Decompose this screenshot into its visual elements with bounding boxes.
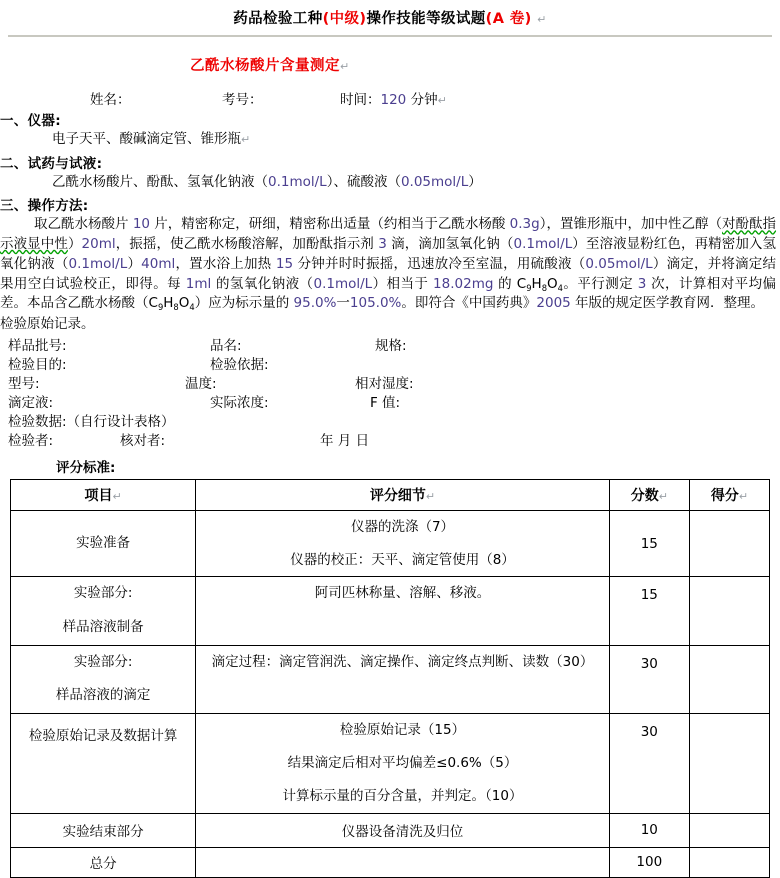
section-1-body xyxy=(0,130,780,150)
token-1ml: 1ml xyxy=(185,275,212,292)
field-row xyxy=(0,336,780,355)
cell-item xyxy=(11,713,196,813)
table-row xyxy=(11,645,770,713)
detail-line: 仪器的校正：天平、滴定管使用（8） xyxy=(290,551,515,568)
paragraph-mark-icon: ↵ xyxy=(658,489,668,503)
detail-line: 检验原始记录（15） xyxy=(339,721,466,738)
table-header-row xyxy=(11,479,770,510)
paragraph-mark-icon: ↵ xyxy=(437,94,447,108)
field-batch-no: 样品批号: xyxy=(8,337,67,354)
field-titrant: 滴定液: xyxy=(8,394,54,411)
detail-line: 仪器的洗涤（7） xyxy=(350,518,455,535)
token-equivalent-mass: 18.02mg xyxy=(433,275,494,292)
time-unit: 分钟 xyxy=(410,92,438,109)
title-part1: 药品检验工种 xyxy=(233,11,323,27)
cell-item xyxy=(11,645,196,713)
cell-item xyxy=(11,510,196,577)
title-paper-badge: (A 卷) xyxy=(485,11,532,27)
score-value: 30 xyxy=(640,723,658,740)
item-line: 实验部分: xyxy=(73,653,133,670)
paragraph-mark-icon: ↵ xyxy=(241,133,251,147)
paragraph-mark-icon: ↵ xyxy=(425,489,436,503)
reagent-concentration-2: 0.05mol/L xyxy=(400,173,469,190)
th-got-label: 得分 xyxy=(710,487,739,504)
cell-total-score: 100 xyxy=(609,847,689,877)
field-model: 型号: xyxy=(8,375,40,392)
reagents-part-b: ）、硫酸液（ xyxy=(326,173,401,190)
cell-item xyxy=(11,813,196,847)
scoring-table xyxy=(10,479,770,878)
detail-line: 阿司匹林称量、溶解、移液。 xyxy=(314,585,491,602)
cell-score: 15 xyxy=(609,510,689,577)
token-year: 2005 xyxy=(536,295,571,312)
th-item xyxy=(11,479,196,510)
field-f-value: F 值: xyxy=(370,394,401,411)
token-tablet-count: 10 xyxy=(132,216,150,233)
reagents-part-a: 乙酰水杨酸片、酚酞、氢氧化钠液（ xyxy=(52,173,268,190)
criteria-heading: 评分标准: xyxy=(56,459,116,476)
detail-line: 滴定过程：滴定管润洗、滴定操作、滴定终点判断、读数（30） xyxy=(211,653,594,670)
th-detail-label: 评分细节 xyxy=(369,487,426,504)
cell-detail xyxy=(196,645,610,713)
cell-score xyxy=(609,713,689,813)
title-level-badge: (中级) xyxy=(322,11,367,27)
procedure-paragraph-2: 检验原始记录。 xyxy=(0,315,95,332)
field-humidity: 相对湿度: xyxy=(355,375,414,392)
th-score xyxy=(609,479,689,510)
detail-line: 结果滴定后相对平均偏差≤0.6%（5） xyxy=(287,754,518,771)
exam-info-line xyxy=(0,75,780,107)
time-value: 120 xyxy=(380,92,407,109)
field-inspector: 检验者: xyxy=(8,432,54,449)
token-naoh-conc-2: 0.1mol/L xyxy=(68,255,128,272)
reagent-concentration-1: 0.1mol/L xyxy=(268,173,327,190)
procedure-paragraph: 取乙酰水杨酸片 10 片，精密称定，研细，精密称出适量（约相当于乙酰水杨酸 0.3g），置锥形瓶中，加中性乙醇（对酚酞指示液显中性）20ml，振摇，使乙酰水杨酸溶解，加酚酞指示剂 3 滴，滴加氢氧化钠（0.1mol/L）至溶液显粉红色，再精密加入氢氧化钠液（0.1mol/L）40ml，置水浴上加热 15 分钟并时时振摇，迅速放冷至室温，用硫酸液（0.05mol/L）滴定，并将滴定结果用空白试验校正，即得。每 1ml 的氢氧化钠液（0.1mol/L）相当于 18.02mg 的 $C_9H_8O_4$。平行测定 3 次，计算相对平均偏差。本品含乙酰水杨酸$(C_9H_8O_4)$应为标示量的 95.0%一105.0%。即符合《中国药典》2005 年版的规定医学教育网．整理。 xyxy=(0,216,777,313)
paragraph-mark-icon: ↵ xyxy=(537,13,547,26)
token-h2so4-conc: 0.05mol/L xyxy=(585,255,653,272)
table-total-row xyxy=(11,847,770,877)
section-2-heading: 二、试药与试液: xyxy=(0,155,103,172)
table-row xyxy=(11,813,770,847)
field-row xyxy=(0,393,780,412)
subtitle-text: 乙酰水杨酸片含量测定 xyxy=(190,58,340,75)
field-row xyxy=(0,374,780,393)
cell-score: 10 xyxy=(609,813,689,847)
paragraph-mark-icon: ↵ xyxy=(340,60,350,74)
cell-detail xyxy=(196,713,610,813)
item-line: 实验部分: xyxy=(73,585,133,602)
cell-score xyxy=(609,577,689,645)
cell-detail xyxy=(196,577,610,645)
exam-number-label: 考号： xyxy=(222,92,263,109)
table-row xyxy=(11,577,770,645)
instruments-list: 电子天平、酸碱滴定管、锥形瓶 xyxy=(52,131,241,148)
page-title xyxy=(0,0,780,29)
token-lower-limit: 95.0% xyxy=(293,295,337,312)
cell-got[interactable] xyxy=(689,813,769,847)
field-basis: 检验依据: xyxy=(210,356,269,373)
cell-item xyxy=(11,577,196,645)
section-3-heading: 三、操作方法: xyxy=(0,198,89,215)
paragraph-mark-icon: ↵ xyxy=(738,489,749,503)
name-label: 姓名： xyxy=(90,92,131,109)
token-minutes: 15 xyxy=(275,255,294,272)
cell-detail xyxy=(196,813,610,847)
th-item-label: 项目 xyxy=(84,487,113,504)
detail-line: 仪器设备清洗及归位 xyxy=(341,824,464,841)
token-volume-20ml: 20ml xyxy=(81,236,116,253)
cell-total-detail xyxy=(196,847,610,877)
cell-score xyxy=(609,645,689,713)
title-part2: 操作技能等级试题 xyxy=(366,11,486,27)
field-actual-concentration: 实际浓度: xyxy=(210,394,269,411)
table-row xyxy=(11,713,770,813)
field-row xyxy=(0,431,780,450)
th-detail xyxy=(196,479,610,510)
token-replicates: 3 xyxy=(637,275,647,292)
paragraph-mark-icon: ↵ xyxy=(112,489,122,503)
item-line: 实验准备 xyxy=(76,534,131,551)
field-row xyxy=(0,355,780,374)
field-specification: 规格: xyxy=(375,337,407,354)
item-line: 样品溶液的滴定 xyxy=(55,687,151,704)
token-volume-40ml: 40ml xyxy=(141,255,176,272)
field-product-name: 品名: xyxy=(210,337,242,354)
item-line: 检验原始记录及数据计算 xyxy=(28,727,178,744)
field-test-data: 检验数据:（自行设计表格） xyxy=(8,413,175,430)
field-row xyxy=(0,412,780,431)
cell-total-got[interactable] xyxy=(689,847,769,877)
score-value: 15 xyxy=(640,587,658,604)
cell-got[interactable] xyxy=(689,577,769,645)
th-got xyxy=(689,479,769,510)
cell-got[interactable] xyxy=(689,645,769,713)
token-drops: 3 xyxy=(378,236,387,253)
field-purpose: 检验目的: xyxy=(8,356,67,373)
exam-time-field xyxy=(340,88,447,108)
cell-got[interactable] xyxy=(689,510,769,577)
token-mass: 0.3g xyxy=(509,216,540,233)
section-subtitle xyxy=(0,37,780,75)
field-checker: 核对者: xyxy=(120,432,166,449)
score-value: 30 xyxy=(640,655,658,672)
th-score-label: 分数 xyxy=(630,487,659,504)
table-row xyxy=(11,510,770,577)
reagents-part-c: ） xyxy=(468,173,482,190)
item-line: 实验结束部分 xyxy=(62,824,144,841)
token-naoh-conc-1: 0.1mol/L xyxy=(513,236,573,253)
section-2-body xyxy=(0,173,780,193)
detail-line: 计算标示量的百分含量，并判定。（10） xyxy=(282,787,523,804)
record-fields xyxy=(0,336,780,450)
item-line: 样品溶液制备 xyxy=(62,619,144,636)
section-1-heading: 一、仪器: xyxy=(0,113,61,130)
cell-detail xyxy=(196,510,610,577)
token-naoh-conc-3: 0.1mol/L xyxy=(313,275,373,292)
field-date: 年 月 日 xyxy=(320,432,370,449)
cell-got[interactable] xyxy=(689,713,769,813)
field-temperature: 温度: xyxy=(185,375,217,392)
cell-total-label: 总分 xyxy=(11,847,196,877)
token-upper-limit: 105.0% xyxy=(349,295,402,312)
time-label: 时间： xyxy=(340,92,381,109)
